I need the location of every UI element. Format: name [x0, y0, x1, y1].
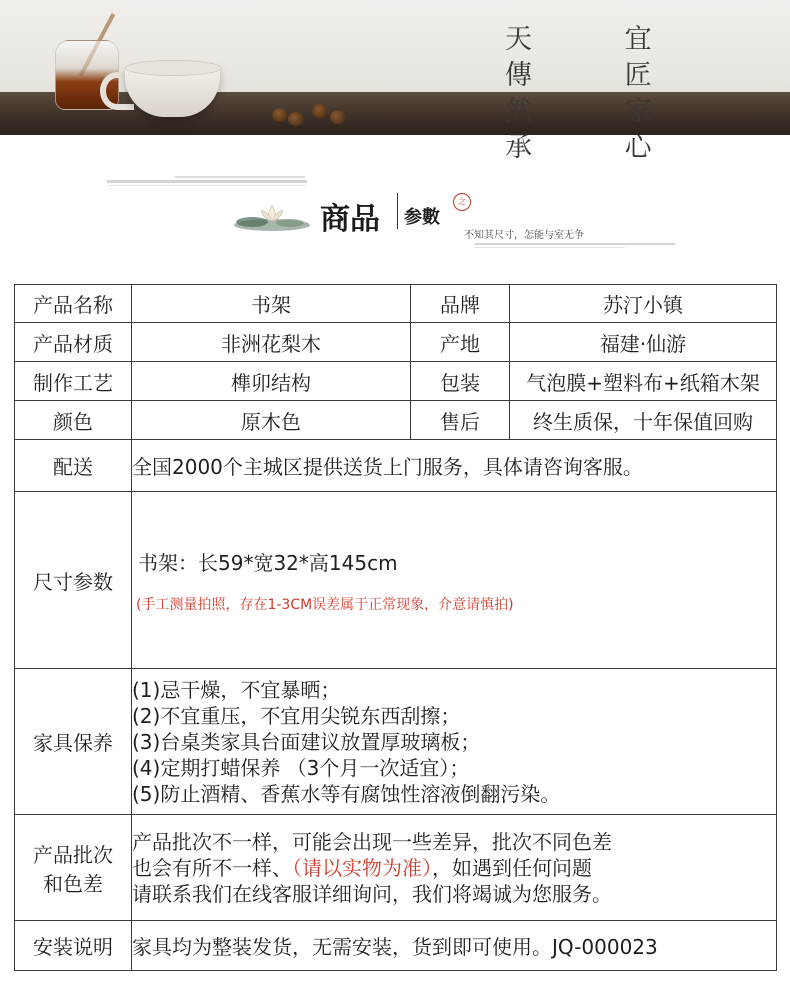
batch-text: 也会有所不一样、: [132, 855, 292, 880]
pine-cone-image: [288, 112, 304, 126]
table-row: [15, 492, 777, 669]
value-cell: 书架: [132, 285, 411, 323]
value-cell: [132, 669, 777, 815]
decor-rule: [175, 176, 305, 178]
table-row: [15, 669, 777, 815]
batch-text-line: [132, 855, 776, 881]
value-cell: 气泡膜+塑料布+纸箱木架: [510, 362, 777, 401]
pine-cone-image: [330, 110, 346, 124]
value-cell: 非洲花梨木: [132, 323, 411, 362]
care-item: (5)防止酒精、香蕉水等有腐蚀性溶液倒翻污染。: [132, 781, 561, 806]
section-title: 商品: [320, 202, 380, 237]
label-cell: 产品名称: [15, 285, 132, 323]
decor-rule: [475, 243, 675, 245]
label-cell: 产品材质: [15, 323, 132, 362]
title-divider: [397, 193, 398, 229]
batch-text-line: 请联系我们在线客服详细询问，我们将竭诚为您服务。: [132, 881, 612, 906]
section-tagline: 不知其尺寸，怎能与室无争: [464, 230, 584, 241]
label-cell: 产地: [411, 323, 510, 362]
label-cell: 尺寸参数: [15, 492, 132, 669]
label-cell: 包装: [411, 362, 510, 401]
value-cell: 原木色: [132, 401, 411, 440]
batch-label-line: 产品批次: [33, 842, 113, 867]
value-cell: 福建·仙游: [510, 323, 777, 362]
table-row: [15, 401, 777, 440]
pine-cone-image: [312, 104, 328, 118]
value-cell: [132, 492, 777, 669]
table-row: [15, 815, 777, 921]
label-cell: 颜色: [15, 401, 132, 440]
care-item: (4)定期打蜡保养 （3个月一次适宜）；: [132, 755, 470, 780]
value-cell: [132, 815, 777, 921]
decor-rule: [107, 185, 307, 186]
table-row: [15, 921, 777, 971]
decor-rule: [107, 180, 307, 183]
product-spec-table: [14, 284, 777, 971]
label-cell: 品牌: [411, 285, 510, 323]
label-cell: 售后: [411, 401, 510, 440]
lotus-icon: [232, 195, 312, 235]
batch-text: ，如遇到任何问题: [432, 855, 592, 880]
value-cell: 终生质保，十年保值回购: [510, 401, 777, 440]
decor-rule: [475, 247, 625, 248]
banner-slogan-line1: 天 宜 傳 匠: [505, 24, 694, 91]
care-item: (2)不宜重压，不宜用尖锐东西刮擦；: [132, 703, 461, 728]
label-cell: 制作工艺: [15, 362, 132, 401]
value-cell: 家具均为整装发货，无需安装，货到即可使用。JQ-000023: [132, 921, 777, 971]
batch-text-line: 产品批次不一样，可能会出现一些差异，批次不同色差: [132, 829, 612, 854]
size-disclaimer: (手工测量拍照，存在1-3CM误差属于正常现象，介意请慎拍): [136, 596, 514, 613]
label-cell: 配送: [15, 440, 132, 492]
table-row: [15, 323, 777, 362]
label-cell: 家具保养: [15, 669, 132, 815]
banner-slogan: [505, 22, 790, 166]
label-cell: 安装说明: [15, 921, 132, 971]
tea-cup-rim-image: [125, 60, 222, 76]
value-cell: 苏汀小镇: [510, 285, 777, 323]
value-cell: 全国2000个主城区提供送货上门服务，具体请咨询客服。: [132, 440, 777, 492]
care-item: (1)忌干燥，不宜暴晒；: [132, 677, 341, 702]
header-banner: [0, 0, 790, 163]
batch-highlight: （请以实物为准）: [292, 855, 432, 880]
table-row: [15, 362, 777, 401]
value-cell: 榫卯结构: [132, 362, 411, 401]
label-cell: [15, 815, 132, 921]
red-seal-stamp: 之: [453, 193, 471, 211]
pine-cone-image: [272, 108, 288, 122]
care-item: (3)台桌类家具台面建议放置厚玻璃板；: [132, 729, 481, 754]
section-subtitle: 参數: [404, 207, 440, 228]
batch-label-line: 和色差: [43, 871, 103, 896]
table-row: [15, 440, 777, 492]
size-dimensions: 书架：长59*宽32*高145cm: [138, 550, 398, 575]
table-row: [15, 285, 777, 323]
banner-slogan-line2: 然 家 承 心: [505, 96, 694, 163]
